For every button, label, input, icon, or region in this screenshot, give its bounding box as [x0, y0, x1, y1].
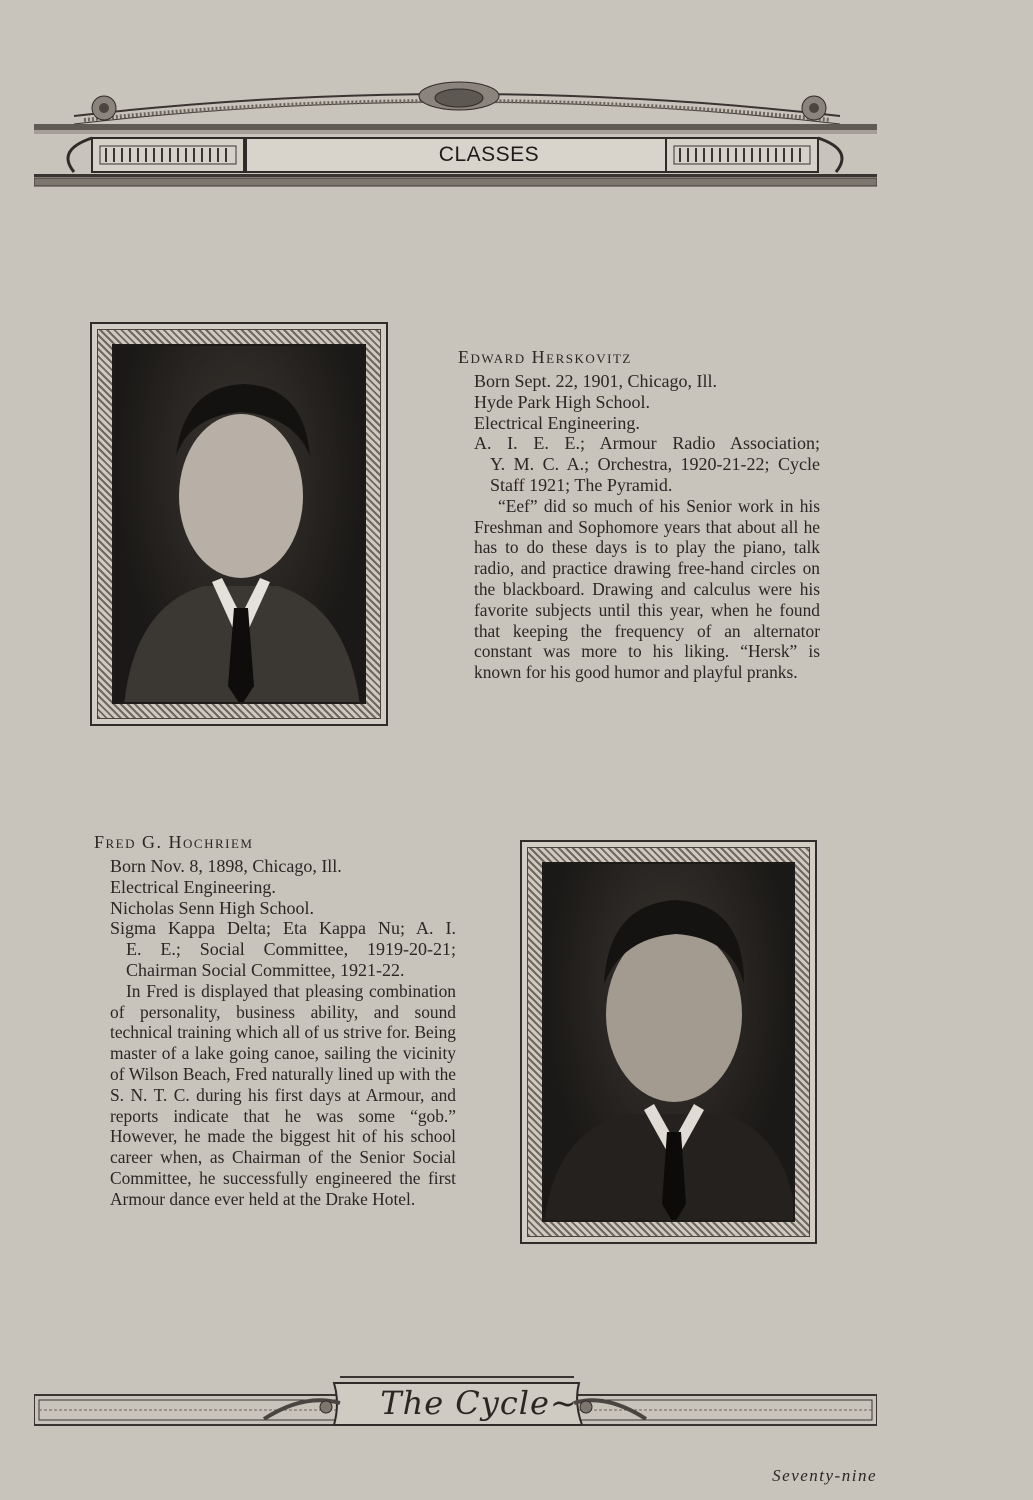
course-line: Electrical Engineering. [474, 412, 640, 433]
high-school-line: Hyde Park High School. [474, 391, 650, 412]
footer-banner [34, 1373, 877, 1435]
activities-line: Y. M. C. A.; Orchestra, 1920-21-22; Cycle [490, 454, 820, 475]
birth-line: Born Sept. 22, 1901, Chicago, Ill. [474, 371, 717, 391]
classes-header-banner [34, 78, 877, 190]
birth-line: Born Nov. 8, 1898, Chicago, Ill. [110, 856, 342, 876]
portrait-frame-edward [90, 322, 388, 726]
student-name: Fred G. Hochriem [94, 832, 254, 852]
activities-line: Sigma Kappa Delta; Eta Kappa Nu; A. I. [110, 918, 456, 939]
page-number: Seventy-nine [772, 1466, 877, 1485]
student-details [110, 856, 456, 1210]
pediment-ornament [34, 78, 877, 190]
student-details [474, 371, 820, 683]
cycle-logo: The Cycle~ [380, 1384, 578, 1422]
section-title: CLASSES [438, 143, 540, 166]
course-line: Electrical Engineering. [110, 876, 276, 897]
high-school-line: Nicholas Senn High School. [110, 897, 314, 918]
student-name: Edward Herskovitz [458, 347, 632, 367]
student-bio: “Eef” did so much of his Senior work in his Freshman and Sophomore years that about all he has to do these days is to play the piano, talk radio, and practice drawing free-hand circles on the blackboard. Drawing and calculus were his favorite subjects until this year, when he found that keeping the frequency of an alternator constant was more to his liking. “Hersk” is known for his good humor and playful pranks. [474, 495, 820, 683]
activities-line: A. I. E. E.; Armour Radio Association; [474, 433, 820, 454]
student-bio: In Fred is displayed that pleasing combination of personality, business ability, and sound technical training which all of us strive for. Being master of a lake going canoe, sailing the vicinity of Wilson Beach, Fred naturally lined up with the S. N. T. C. during his first days at Armour, and reports indicate that he was some “gob.” However, he made the biggest hit of his school career when, as Chairman of the Senior Social Committee, he successfully engineered the first Armour dance ever held at the Drake Hotel. [110, 980, 456, 1209]
activities-line: Staff 1921; The Pyramid. [490, 474, 673, 495]
portrait-frame-fred [520, 840, 817, 1244]
portrait-photo-edward [112, 344, 366, 704]
portrait-photo-fred [542, 862, 795, 1222]
activities-line: E. E.; Social Committee, 1919-20-21; [126, 939, 456, 960]
activities-line: Chairman Social Committee, 1921-22. [126, 959, 405, 980]
